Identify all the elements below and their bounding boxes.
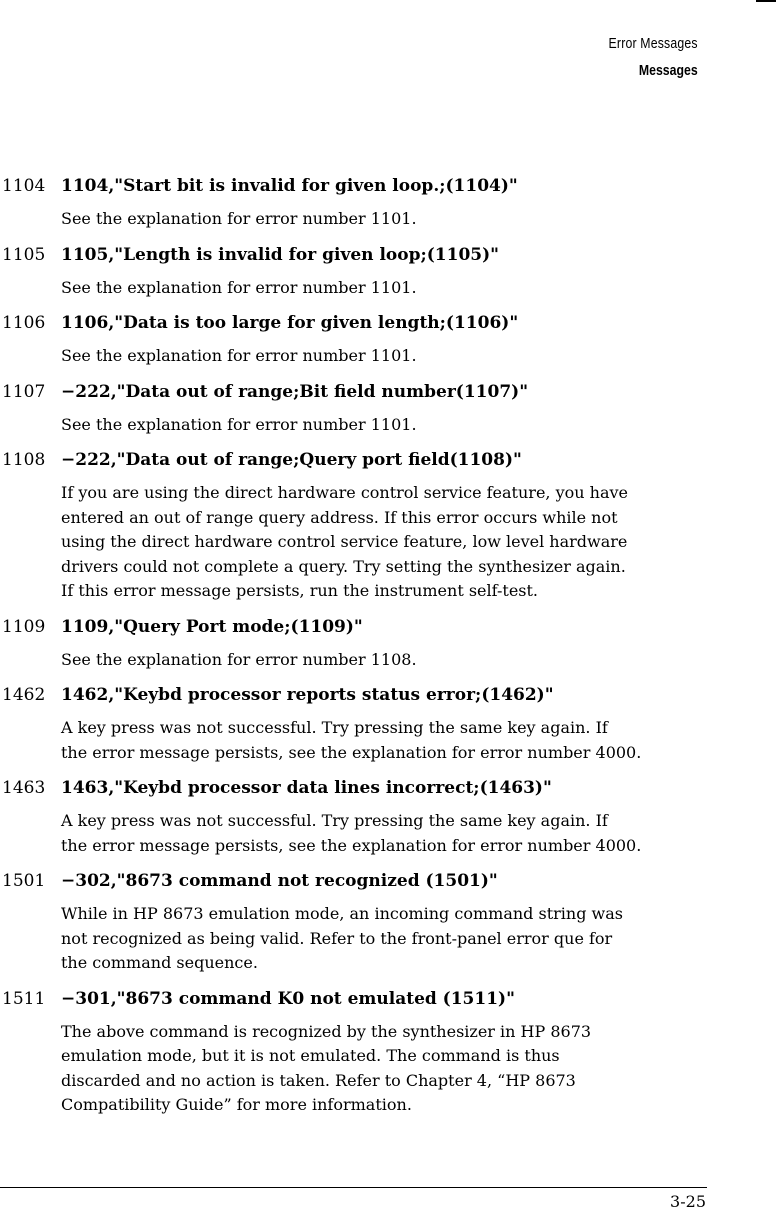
error-entry (0, 309, 776, 369)
error-message-title: −222,"Data out of range;Bit field number(1107)" (61, 381, 529, 402)
error-explanation (61, 413, 701, 438)
error-code: 1501 (2, 871, 46, 891)
error-explanation (61, 902, 701, 976)
explanation-line: not recognized as being valid. Refer to the front-panel error que for (61, 928, 613, 948)
explanation-line: entered an out of range query address. If this error occurs while not (61, 507, 618, 527)
error-entry (0, 985, 776, 1118)
explanation-line: The above command is recognized by the synthesizer in HP 8673 (61, 1021, 592, 1041)
error-explanation (61, 344, 701, 369)
explanation-line: See the explanation for error number 1101. (61, 277, 417, 297)
explanation-line: emulation mode, but it is not emulated. The command is thus (61, 1046, 560, 1065)
error-message-title: 1105,"Length is invalid for given loop;(1105)" (61, 244, 500, 265)
explanation-line: the command sequence. (61, 953, 258, 972)
error-entry (0, 446, 776, 604)
error-entry (0, 774, 776, 858)
running-header (589, 34, 698, 82)
error-message-title: 1106,"Data is too large for given length;(1106)" (61, 313, 519, 333)
footer-divider (0, 1187, 707, 1188)
error-code: 1108 (2, 450, 46, 470)
error-message-list (0, 172, 776, 1127)
explanation-line: drivers could not complete a query. Try setting the synthesizer again. (61, 556, 626, 576)
error-entry (0, 613, 776, 673)
error-message-title: −302,"8673 command not recognized (1501)" (61, 871, 498, 891)
error-explanation (61, 481, 701, 604)
error-entry (0, 681, 776, 765)
error-message-title: 1109,"Query Port mode;(1109)" (61, 616, 363, 637)
error-explanation (61, 1020, 701, 1118)
explanation-line: See the explanation for error number 1108. (61, 649, 417, 669)
error-code: 1106 (2, 313, 46, 333)
explanation-line: If you are using the direct hardware control service feature, you have (61, 483, 628, 502)
error-explanation (61, 716, 701, 765)
error-code: 1107 (2, 381, 46, 402)
error-code: 1463 (2, 778, 46, 798)
explanation-line: Compatibility Guide” for more information. (61, 1095, 412, 1114)
error-code: 1105 (2, 244, 46, 265)
page-number: 3-25 (670, 1192, 706, 1211)
header-subsection-title: Messages (639, 62, 698, 79)
explanation-line: using the direct hardware control service feature, low level hardware (61, 532, 628, 551)
explanation-line: A key press was not successful. Try pressing the same key again. If (61, 811, 608, 830)
header-section-title: Error Messages (608, 35, 698, 52)
explanation-line: See the explanation for error number 1101. (61, 209, 417, 228)
error-entry (0, 241, 776, 301)
explanation-line: See the explanation for error number 1101. (61, 414, 417, 434)
explanation-line: the error message persists, see the explanation for error number 4000. (61, 742, 642, 762)
error-explanation (61, 648, 701, 673)
error-explanation (61, 207, 701, 232)
error-code: 1511 (2, 988, 46, 1009)
error-code: 1109 (2, 616, 46, 637)
error-entry (0, 867, 776, 976)
error-message-title: 1462,"Keybd processor reports status error;(1462)" (61, 685, 554, 705)
error-code: 1104 (2, 176, 46, 196)
explanation-line: discarded and no action is taken. Refer to Chapter 4, “HP 8673 (61, 1070, 576, 1090)
error-entry (0, 378, 776, 438)
error-message-title: 1104,"Start bit is invalid for given loop.;(1104)" (61, 176, 518, 196)
error-explanation (61, 809, 701, 858)
explanation-line: the error message persists, see the explanation for error number 4000. (61, 835, 642, 855)
error-message-title: −301,"8673 command K0 not emulated (1511)" (61, 988, 515, 1009)
page-corner-tab (756, 0, 776, 2)
error-code: 1462 (2, 685, 46, 705)
error-entry (0, 172, 776, 232)
explanation-line: While in HP 8673 emulation mode, an incoming command string was (61, 904, 623, 923)
error-explanation (61, 276, 701, 301)
explanation-line: See the explanation for error number 1101. (61, 346, 417, 365)
explanation-line: A key press was not successful. Try pressing the same key again. If (61, 718, 608, 737)
error-message-title: 1463,"Keybd processor data lines incorrect;(1463)" (61, 778, 552, 798)
explanation-line: If this error message persists, run the instrument self-test. (61, 581, 539, 600)
error-message-title: −222,"Data out of range;Query port field(1108)" (61, 450, 522, 470)
